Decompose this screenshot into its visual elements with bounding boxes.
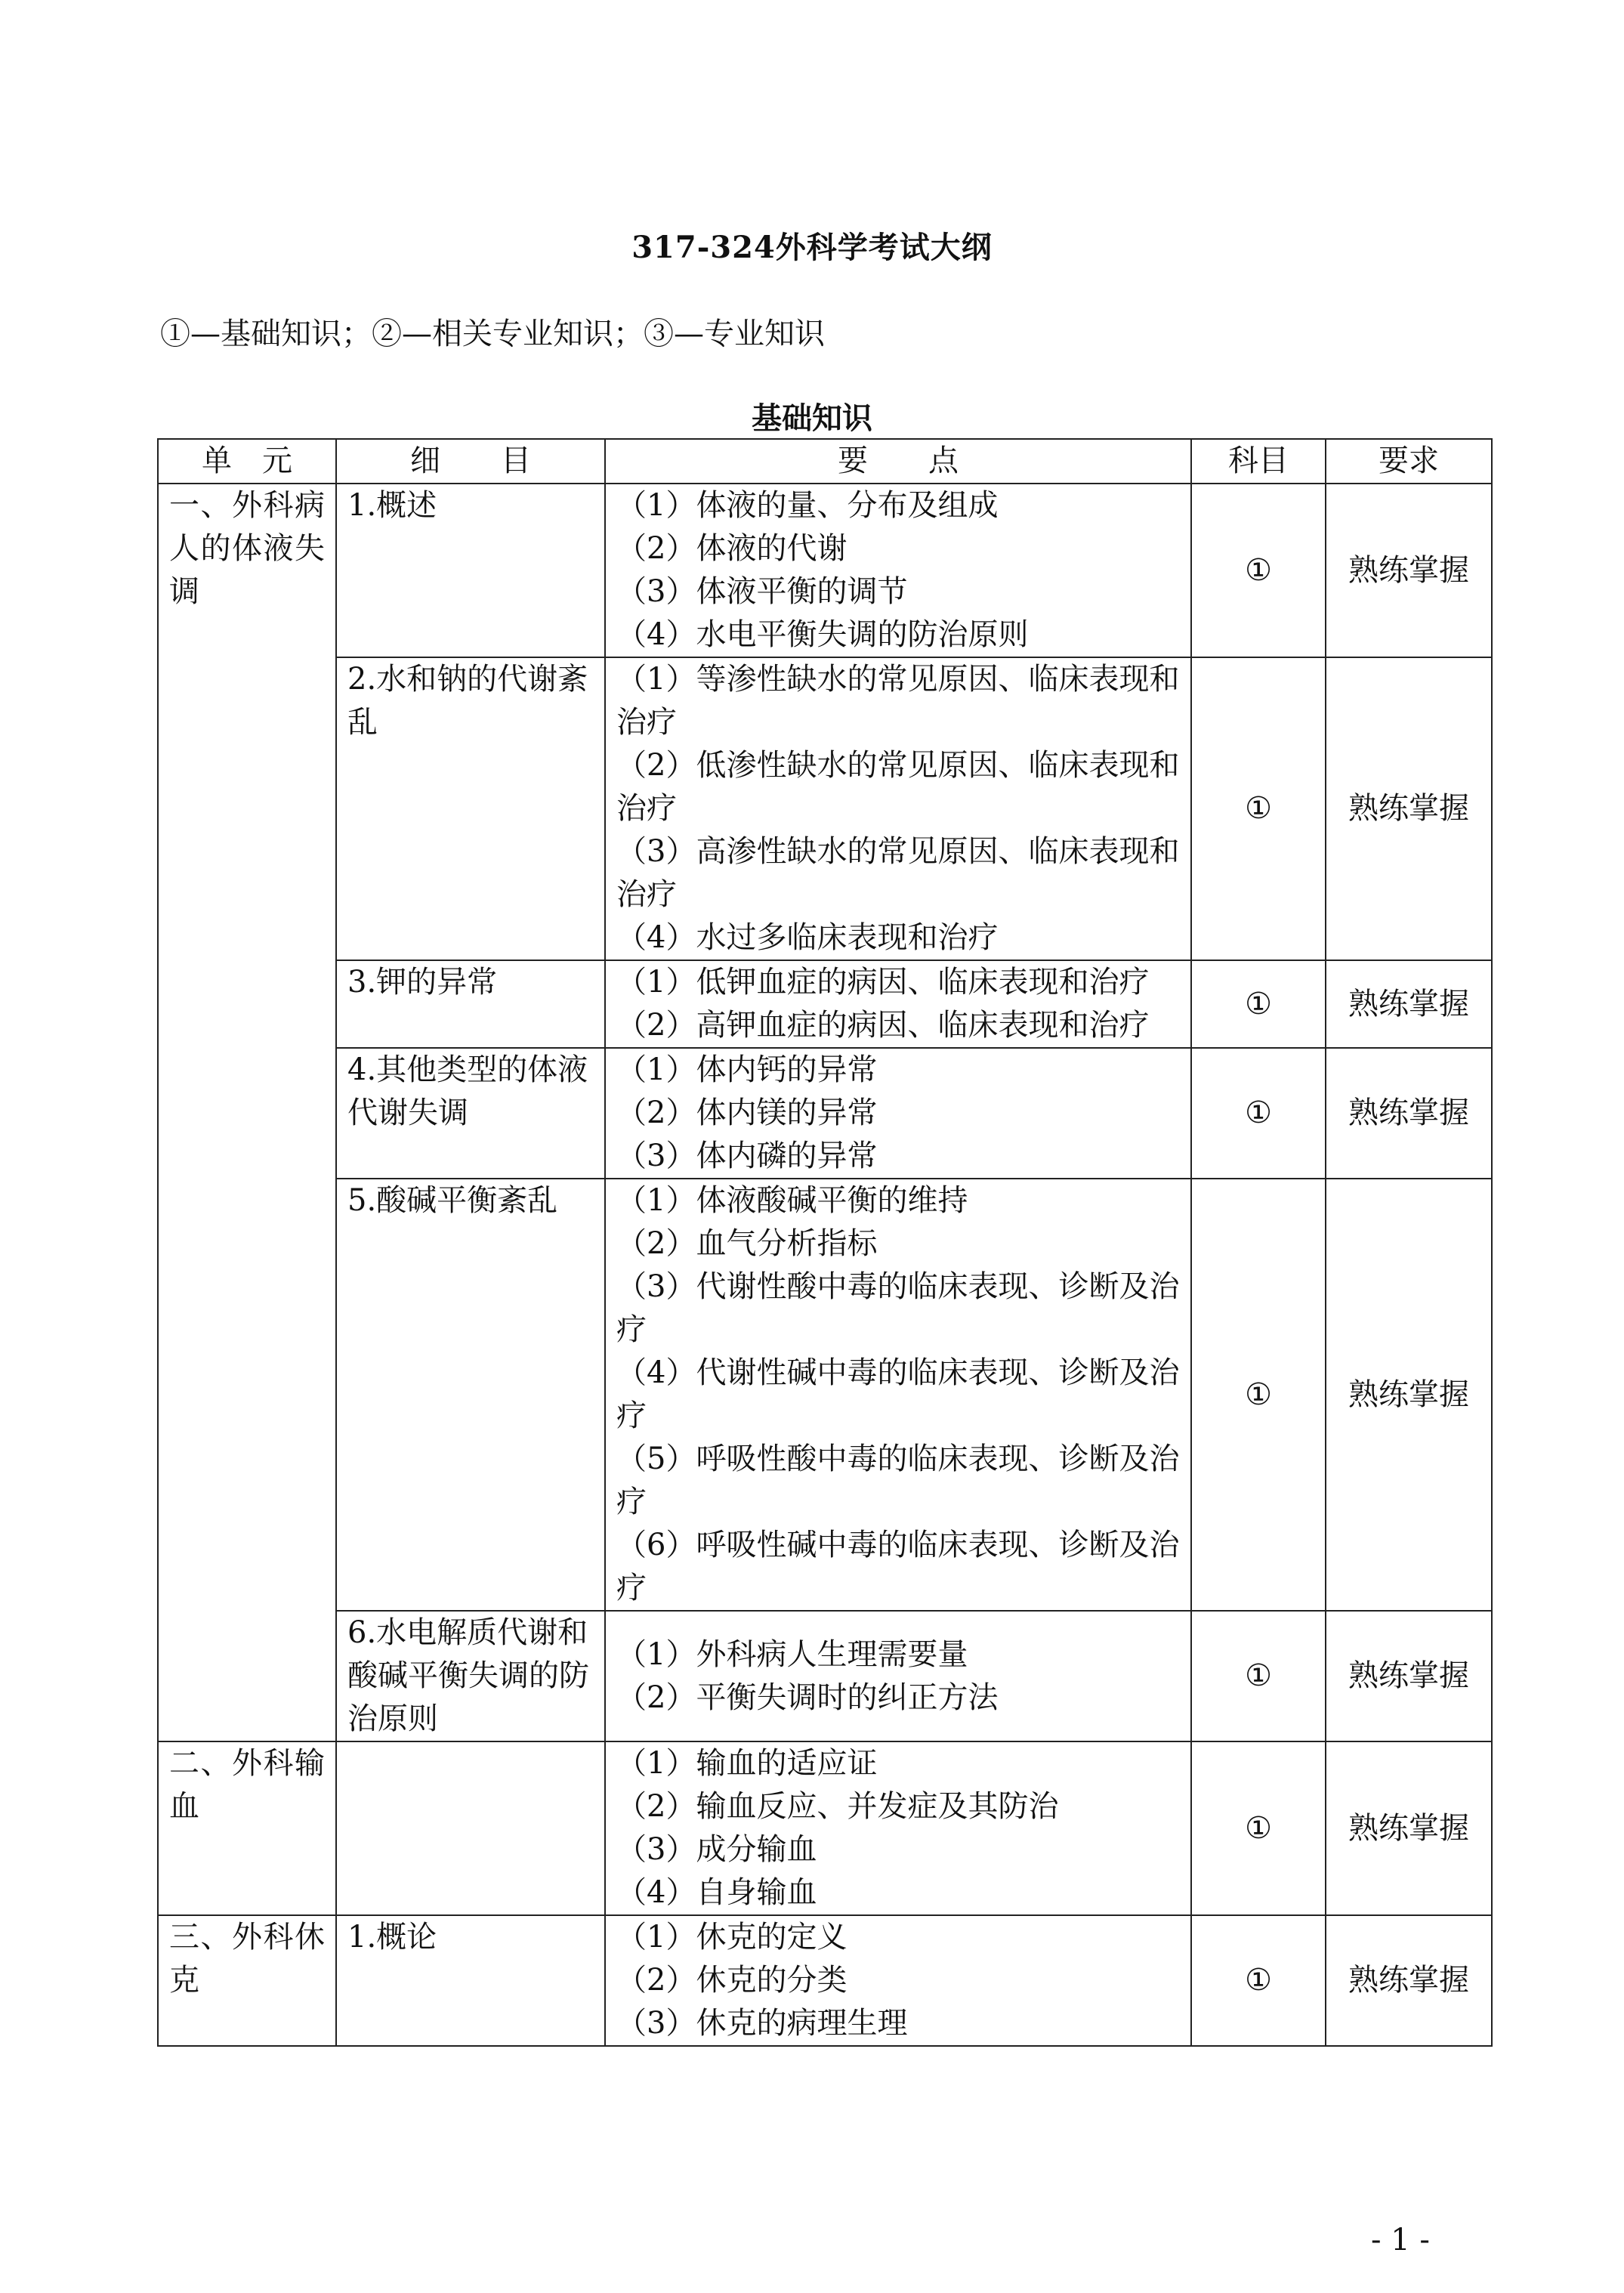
- header-subject: 科目: [1191, 439, 1326, 484]
- point-text: （2）平衡失调时的纠正方法: [616, 1680, 999, 1715]
- item-cell: 1.概论: [336, 1915, 605, 2046]
- requirement-cell: 熟练掌握: [1326, 484, 1492, 657]
- points-cell: [605, 960, 1191, 1048]
- item-cell: 4.其他类型的体液代谢失调: [336, 1048, 605, 1179]
- item-cell: [336, 1741, 605, 1915]
- point-text: （2）高钾血症的病因、临床表现和治疗: [616, 1008, 1150, 1043]
- point-text: （3）体内磷的异常: [616, 1139, 878, 1173]
- point-text: （6）呼吸性碱中毒的临床表现、诊断及治疗: [616, 1528, 1180, 1605]
- point-text: （3）成分输血: [616, 1832, 817, 1867]
- requirement-cell: 熟练掌握: [1326, 1915, 1492, 2046]
- table-row: [158, 960, 1492, 1048]
- requirement-cell: 熟练掌握: [1326, 960, 1492, 1048]
- page-title: 317-324外科学考试大纲: [631, 230, 993, 265]
- item-cell: 6.水电解质代谢和酸碱平衡失调的防治原则: [336, 1611, 605, 1741]
- point-text: （2）休克的分类: [616, 1963, 848, 1998]
- unit-cell: 二、外科输血: [158, 1741, 336, 1915]
- point-text: （1）低钾血症的病因、临床表现和治疗: [616, 965, 1150, 1000]
- points-cell: [605, 1741, 1191, 1915]
- point-text: （1）体内钙的异常: [616, 1052, 878, 1087]
- outline-table: [157, 438, 1493, 2047]
- point-text: （4）水电平衡失调的防治原则: [616, 617, 1029, 652]
- table-header-row: [158, 439, 1492, 484]
- requirement-cell: 熟练掌握: [1326, 1179, 1492, 1611]
- point-text: （1）体液酸碱平衡的维持: [616, 1183, 968, 1218]
- point-text: （5）呼吸性酸中毒的临床表现、诊断及治疗: [616, 1442, 1180, 1519]
- requirement-cell: 熟练掌握: [1326, 1611, 1492, 1741]
- unit-cell: 三、外科休克: [158, 1915, 336, 2046]
- requirement-cell: 熟练掌握: [1326, 1048, 1492, 1179]
- requirement-cell: 熟练掌握: [1326, 657, 1492, 960]
- subject-cell: ①: [1191, 1048, 1326, 1179]
- table-row: [158, 484, 1492, 657]
- subject-cell: ①: [1191, 484, 1326, 657]
- table-row: [158, 1048, 1492, 1179]
- subject-cell: ①: [1191, 1915, 1326, 2046]
- subject-legend: ①—基础知识；②—相关专业知识；③—专业知识: [160, 317, 825, 351]
- point-text: （4）代谢性碱中毒的临床表现、诊断及治疗: [616, 1355, 1180, 1433]
- point-text: （1）等渗性缺水的常见原因、临床表现和治疗: [616, 662, 1180, 740]
- point-text: （2）体液的代谢: [616, 531, 848, 566]
- table-row: [158, 1179, 1492, 1611]
- item-cell: 1.概述: [336, 484, 605, 657]
- subject-cell: ①: [1191, 657, 1326, 960]
- table-row: [158, 1741, 1492, 1915]
- point-text: （2）血气分析指标: [616, 1226, 878, 1261]
- points-cell: [605, 1915, 1191, 2046]
- item-cell: 3.钾的异常: [336, 960, 605, 1048]
- item-cell: 2.水和钠的代谢紊乱: [336, 657, 605, 960]
- points-cell: [605, 484, 1191, 657]
- point-text: （2）体内镁的异常: [616, 1096, 878, 1130]
- points-cell: [605, 1611, 1191, 1741]
- table-row: [158, 1611, 1492, 1741]
- point-text: （2）低渗性缺水的常见原因、临床表现和治疗: [616, 748, 1180, 826]
- header-points: 要 点: [605, 439, 1191, 484]
- points-cell: [605, 1179, 1191, 1611]
- page-number: - 1 -: [1371, 2223, 1430, 2257]
- points-cell: [605, 657, 1191, 960]
- point-text: （1）休克的定义: [616, 1920, 848, 1955]
- unit-cell: 一、外科病人的体液失调: [158, 484, 336, 1741]
- header-item: 细 目: [336, 439, 605, 484]
- point-text: （3）代谢性酸中毒的临床表现、诊断及治疗: [616, 1269, 1180, 1347]
- point-text: （3）高渗性缺水的常见原因、临床表现和治疗: [616, 834, 1180, 912]
- subject-cell: ①: [1191, 1179, 1326, 1611]
- point-text: （4）水过多临床表现和治疗: [616, 920, 999, 955]
- points-cell: [605, 1048, 1191, 1179]
- table-row: [158, 1915, 1492, 2046]
- header-requirement: 要求: [1326, 439, 1492, 484]
- section-title: 基础知识: [752, 400, 872, 436]
- subject-cell: ①: [1191, 960, 1326, 1048]
- requirement-cell: 熟练掌握: [1326, 1741, 1492, 1915]
- point-text: （1）输血的适应证: [616, 1746, 878, 1781]
- item-cell: 5.酸碱平衡紊乱: [336, 1179, 605, 1611]
- table-row: [158, 657, 1492, 960]
- point-text: （3）休克的病理生理: [616, 2006, 908, 2041]
- header-unit: 单 元: [158, 439, 336, 484]
- point-text: （1）体液的量、分布及组成: [616, 488, 999, 523]
- subject-cell: ①: [1191, 1611, 1326, 1741]
- point-text: （1）外科病人生理需要量: [616, 1636, 968, 1672]
- point-text: （4）自身输血: [616, 1875, 817, 1910]
- subject-cell: ①: [1191, 1741, 1326, 1915]
- point-text: （2）输血反应、并发症及其防治: [616, 1789, 1059, 1824]
- point-text: （3）体液平衡的调节: [616, 574, 908, 609]
